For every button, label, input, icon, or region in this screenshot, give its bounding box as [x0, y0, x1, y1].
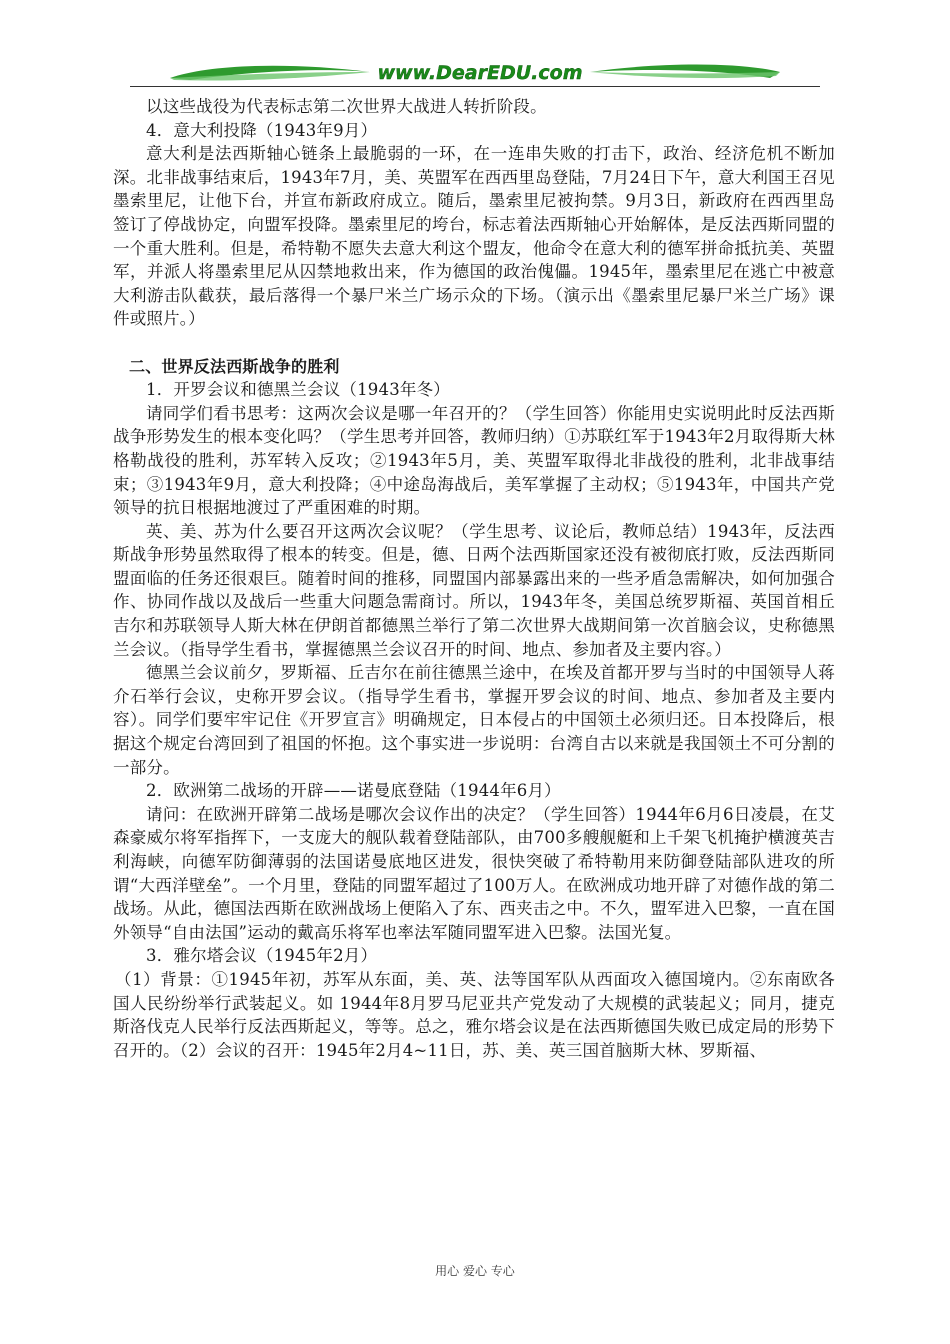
header-divider [130, 86, 820, 87]
document-body [113, 95, 835, 1062]
paragraph-yalta-background: （1）背景：①1945年初，苏军从东面，美、英、法等国军队从西面攻入德国境内。②东南欧各国人民纷纷举行武装起义。如 1944年8月罗马尼亚共产党发动了大规模的武装起义；同月，捷克斯洛伐克人民举行反法西斯起义，等等。总之，雅尔塔会议是在法西斯德国失败已成定局的形势下召开的。（2）会议的召开：1945年2月4~11日，苏、美、英三国首脑斯大林、罗斯福、 [113, 969, 835, 1060]
paragraph-italy: 意大利是法西斯轴心链条上最脆弱的一环，在一连串失败的打击下，政治、经济危机不断加深。北非战事结束后，1943年7月，美、英盟军在西西里岛登陆，7月24日下午，意大利国王召见墨索里尼，让他下台，并宣布新政府成立。随后，墨索里尼被拘禁。9月3日，新政府在西西里岛签订了停战协定，向盟军投降。墨索里尼的垮台，标志着法西斯轴心开始解体，是反法西斯同盟的一个重大胜利。但是，希特勒不愿失去意大利这个盟友，他命令在意大利的德军拼命抵抗美、英盟军，并派人将墨索里尼从囚禁地救出来，作为德国的政治傀儡。1945年，墨索里尼在逃亡中被意大利游击队截获，最后落得一个暴尸米兰广场示众的下场。（演示出《墨索里尼暴尸米兰广场》课件或照片。） [113, 144, 835, 329]
section-item-italy-surrender: 4．意大利投降（1943年9月） [146, 120, 378, 140]
paragraph-question-turning: 请同学们看书思考：这两次会议是哪一年召开的？（学生回答）你能用史实说明此时反法西斯战争形势发生的根本变化吗？（学生思考并回答，教师归纳）①苏联红军于1943年2月取得斯大林格勒战役的胜利，苏军转入反攻；②1943年5月，美、英盟军取得北非战役的胜利，北非战事结束；③1943年9月，意大利投降；④中途岛海战后，美军掌握了主动权；⑤1943年，中国共产党领导的抗日根据地渡过了严重困难的时期。 [113, 403, 835, 518]
paragraph-cairo-conference: 德黑兰会议前夕，罗斯福、丘吉尔在前往德黑兰途中，在埃及首都开罗与当时的中国领导人蒋介石举行会议，史称开罗会议。（指导学生看书，掌握开罗会议的时间、地点、参加者及主要内容）。同学们要牢牢记住《开罗宣言》明确规定，日本侵占的中国领土必须归还。日本投降后，根据这个规定台湾回到了祖国的怀抱。这个事实进一步说明：台湾自古以来就是我国领土不可分割的一部分。 [113, 663, 835, 777]
section-item-cairo-tehran: 1．开罗会议和德黑兰会议（1943年冬） [146, 380, 450, 400]
section-item-yalta: 3．雅尔塔会议（1945年2月） [146, 946, 378, 966]
right-swoosh-tail [590, 72, 780, 78]
paragraph-turning-point: 以这些战役为代表标志第二次世界大战进人转折阶段。 [146, 97, 547, 116]
paragraph-why-conferences: 英、美、苏为什么要召开这两次会议呢？（学生思考、议论后，教师总结）1943年，反法西斯战争形势虽然取得了根本的转变。但是，德、日两个法西斯国家还没有被彻底打败，反法西斯同盟面临的任务还很艰巨。随着时间的推移，同盟国内部暴露出来的一些矛盾急需解决，如何加强合作、协同作战以及战后一些重大问题急需商讨。所以，1943年冬，美国总统罗斯福、英国首相丘吉尔和苏联领导人斯大林在伊朗首都德黑兰举行了第二次世界大战期间第一次首脑会议，史称德黑兰会议。（指导学生看书，掌握德黑兰会议召开的时间、地点、参加者及主要内容。） [113, 521, 835, 659]
section-heading-victory: 二、世界反法西斯战争的胜利 [129, 356, 340, 376]
paragraph-normandy: 请问：在欧洲开辟第二战场是哪次会议作出的决定？（学生回答）1944年6月6日凌晨，在艾森豪威尔将军指挥下，一支庞大的舰队载着登陆部队，由700多艘舰艇和上千架飞机掩护横渡英吉利海峡，向德军防御薄弱的法国诺曼底地区进发，很快突破了希特勒用来防御登陆部队进攻的所谓“大西洋壁垒”。一个月里，登陆的同盟军超过了100万人。在欧洲成功地开辟了对德作战的第二战场。从此，德国法西斯在欧洲战场上便陷入了东、西夹击之中。不久，盟军进入巴黎，一直在国外领导“自由法国”运动的戴高乐将军也率法军随同盟军进入巴黎。法国光复。 [113, 804, 835, 942]
page-footer: 用心 爱心 专心 [435, 1264, 515, 1278]
site-logo-text: www.DearEDU.com [377, 62, 583, 84]
section-item-normandy: 2．欧洲第二战场的开辟——诺曼底登陆（1944年6月） [146, 781, 561, 801]
